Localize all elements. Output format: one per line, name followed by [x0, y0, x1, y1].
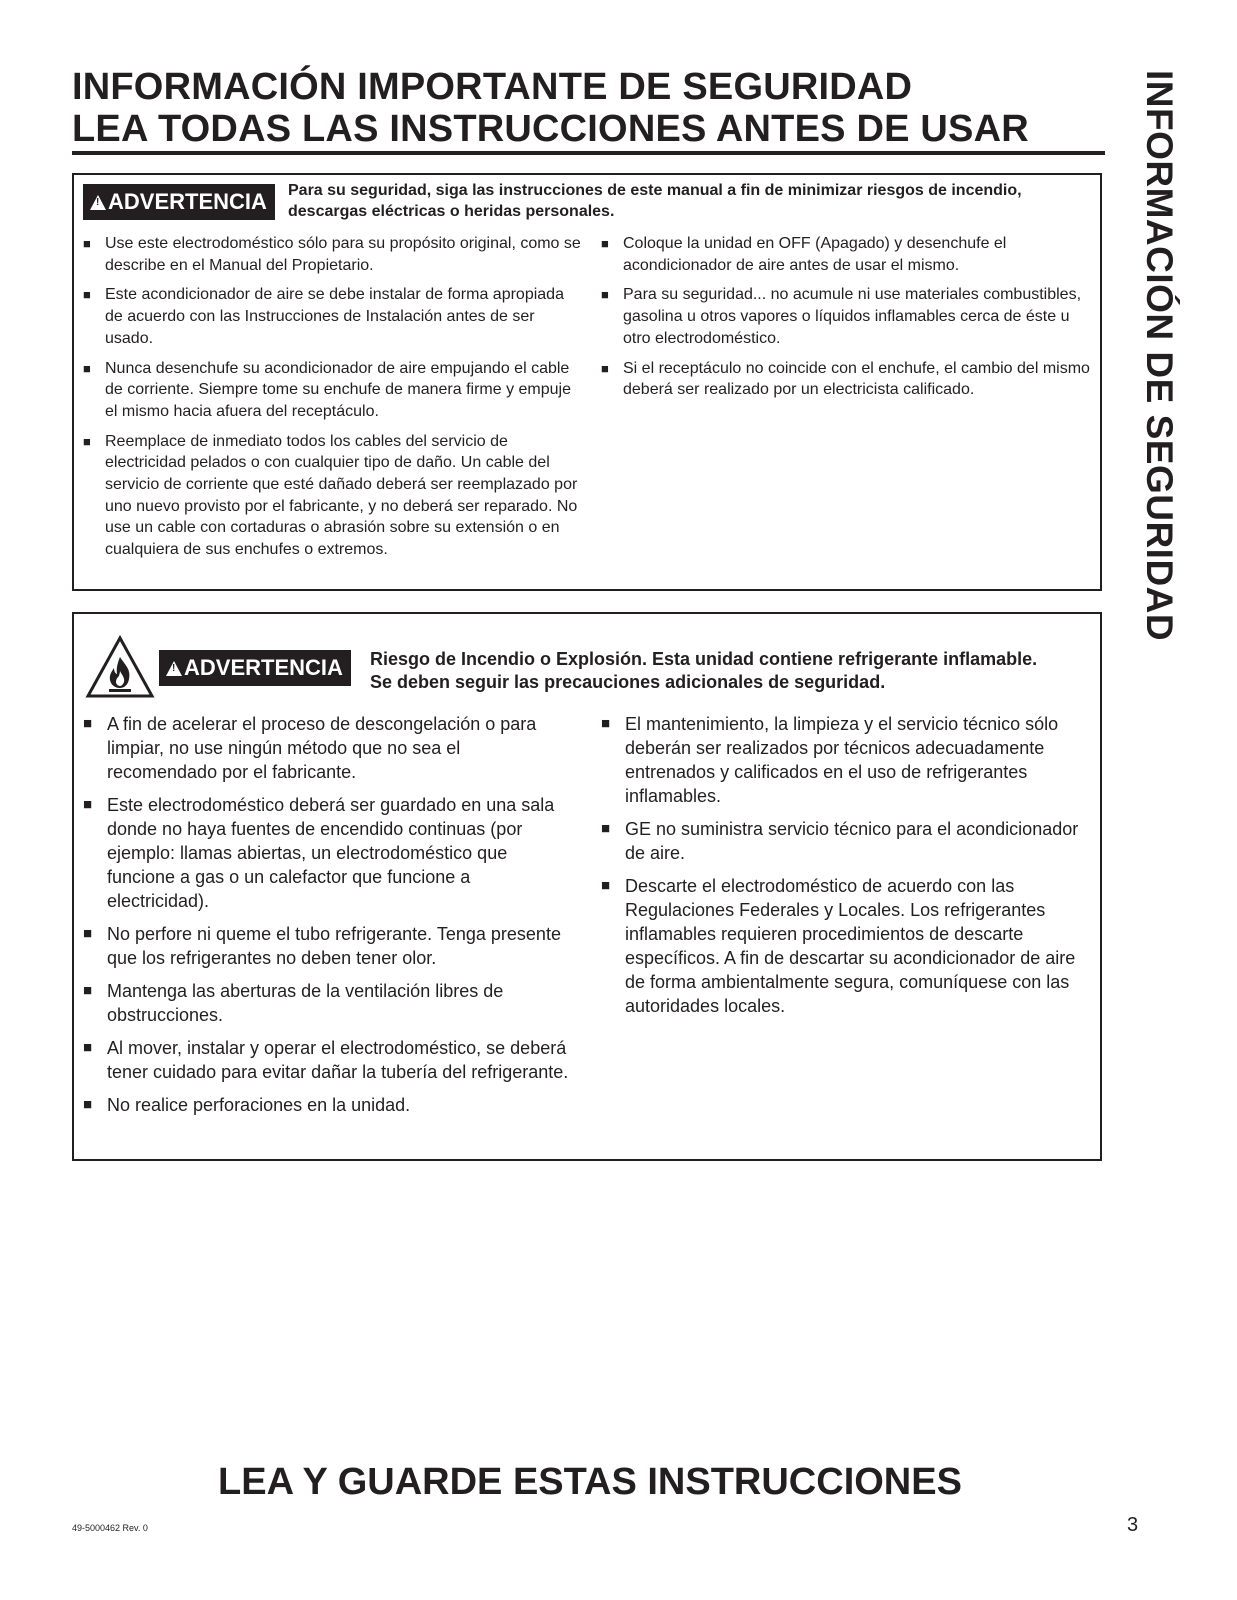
bullet-list-left [83, 712, 573, 1126]
page-title-line2: LEA TODAS LAS INSTRUCCIONES ANTES DE USAR [72, 108, 1029, 150]
bullet-square-icon: ■ [83, 796, 93, 813]
warning-label-text: ADVERTENCIA [184, 655, 343, 680]
list-item: ■ Coloque la unidad en OFF (Apagado) y desenchufe el acondicionador de aire antes de usar el mismo. [601, 235, 1007, 274]
list-item: ■ No realice perforaciones en la unidad. [83, 1095, 411, 1115]
list-item: ■ El mantenimiento, la limpieza y el servicio técnico sólo deberán ser realizados por técnicos adecuadamente entrenados y calificados en el uso de refrigerantes inflamables. [601, 714, 1059, 806]
bullet-square-icon: ■ [601, 715, 611, 732]
warning-text: Para su seguridad, siga las instrucciones de este manual a fin de minimizar riesgos de incendio, descargas eléctricas o heridas personales. [288, 182, 1022, 220]
bullet-list-right [601, 233, 1101, 409]
bullet-square-icon: ■ [601, 287, 609, 303]
bullet-square-icon: ■ [83, 360, 91, 376]
bullet-square-icon: ■ [83, 1096, 93, 1113]
warning-text-line2: Se deben seguir las precauciones adicionales de seguridad. [370, 672, 886, 692]
warning-text-line1: Riesgo de Incendio o Explosión. Esta unidad contiene refrigerante inflamable. [370, 649, 1038, 669]
flammable-warning-icon [85, 635, 155, 699]
list-item: ■ Este acondicionador de aire se debe instalar de forma apropiada de acuerdo con las Instrucciones de Instalación antes de ser usado. [83, 286, 564, 347]
list-item: ■ GE no suministra servicio técnico para el acondicionador de aire. [601, 819, 1079, 863]
title-divider [72, 151, 1105, 155]
bullet-square-icon: ■ [601, 236, 609, 251]
bullet-square-icon: ■ [601, 820, 611, 837]
bullet-square-icon: ■ [83, 287, 91, 303]
page-number: 3 [1127, 1514, 1139, 1536]
bullet-square-icon: ■ [83, 925, 93, 942]
list-item: ■ Nunca desenchufe su acondicionador de aire empujando el cable de corriente. Siempre tome su enchufe de manera firme y empuje el mismo hacia afuera del receptáculo. [83, 359, 572, 420]
bullet-list-right [601, 712, 1096, 1027]
bullet-square-icon: ■ [83, 433, 91, 449]
bullet-square-icon: ■ [601, 877, 611, 894]
bullet-square-icon: ■ [601, 360, 609, 376]
footer-title: LEA Y GUARDE ESTAS INSTRUCCIONES [218, 1461, 962, 1503]
list-item: ■ Para su seguridad... no acumule ni use materiales combustibles, gasolina u otros vapores o líquidos inflamables cerca de éste u otro electrodoméstico. [601, 286, 1082, 347]
list-item: ■ Mantenga las aberturas de la ventilación libres de obstrucciones. [83, 981, 504, 1025]
page-title [72, 66, 1112, 150]
document-code: 49-5000462 Rev. 0 [72, 1523, 148, 1533]
bullet-square-icon: ■ [83, 715, 93, 732]
list-item: ■ Reemplace de inmediato todos los cables del servicio de electricidad pelados o con cualquier tipo de daño. Un cable del servicio de corriente que esté dañado deberá ser reemplazado por uno nuevo provisto por el fabricante, y no deberá ser reparado. No use un cable con cortaduras o abrasión sobre su extensión o en cualquiera de sus enchufes o extremos. [83, 432, 578, 559]
list-item: ■ Este electrodoméstico deberá ser guardado en una sala donde no haya fuentes de encendido continuas (por ejemplo: llamas abiertas, un electrodoméstico que funcione a gas o un calefactor que funcione a electricidad). [83, 795, 555, 911]
bullet-square-icon: ■ [83, 236, 91, 251]
warning-label [159, 650, 351, 686]
warning-triangle-icon [166, 661, 182, 676]
list-item: ■ Descarte el electrodoméstico de acuerdo con las Regulaciones Federales y Locales. Los refrigerantes inflamables requieren procedimientos de descarte específicos. A fin de descartar su acondicionador de aire de forma ambientalmente segura, comuníquese con las autoridades locales. [601, 876, 1076, 1016]
warning-box-general [72, 173, 1102, 591]
bullet-square-icon: ■ [83, 982, 93, 999]
warning-label-text: ADVERTENCIA [108, 189, 267, 214]
list-item: ■ A fin de acelerar el proceso de descongelación o para limpiar, no use ningún método que no sea el recomendado por el fabricante. [83, 714, 537, 782]
list-item: ■ Si el receptáculo no coincide con el enchufe, el cambio del mismo deberá ser realizado por un electricista calificado. [601, 359, 1090, 399]
list-item: ■ No perfore ni queme el tubo refrigerante. Tenga presente que los refrigerantes no deben tener olor. [83, 924, 561, 968]
list-item: ■ Al mover, instalar y operar el electrodoméstico, se deberá tener cuidado para evitar dañar la tubería del refrigerante. [83, 1038, 569, 1082]
page-title-line1: INFORMACIÓN IMPORTANTE DE SEGURIDAD [72, 66, 913, 108]
warning-label [83, 184, 275, 220]
warning-box-flammable [72, 612, 1102, 1161]
section-side-tab: INFORMACIÓN DE SEGURIDAD [1139, 70, 1180, 642]
bullet-square-icon: ■ [83, 1039, 93, 1056]
list-item: ■ Use este electrodoméstico sólo para su propósito original, como se describe en el Manual del Propietario. [83, 235, 581, 274]
warning-text [370, 648, 1100, 694]
bullet-list-left [83, 233, 583, 569]
warning-triangle-icon [90, 195, 106, 210]
